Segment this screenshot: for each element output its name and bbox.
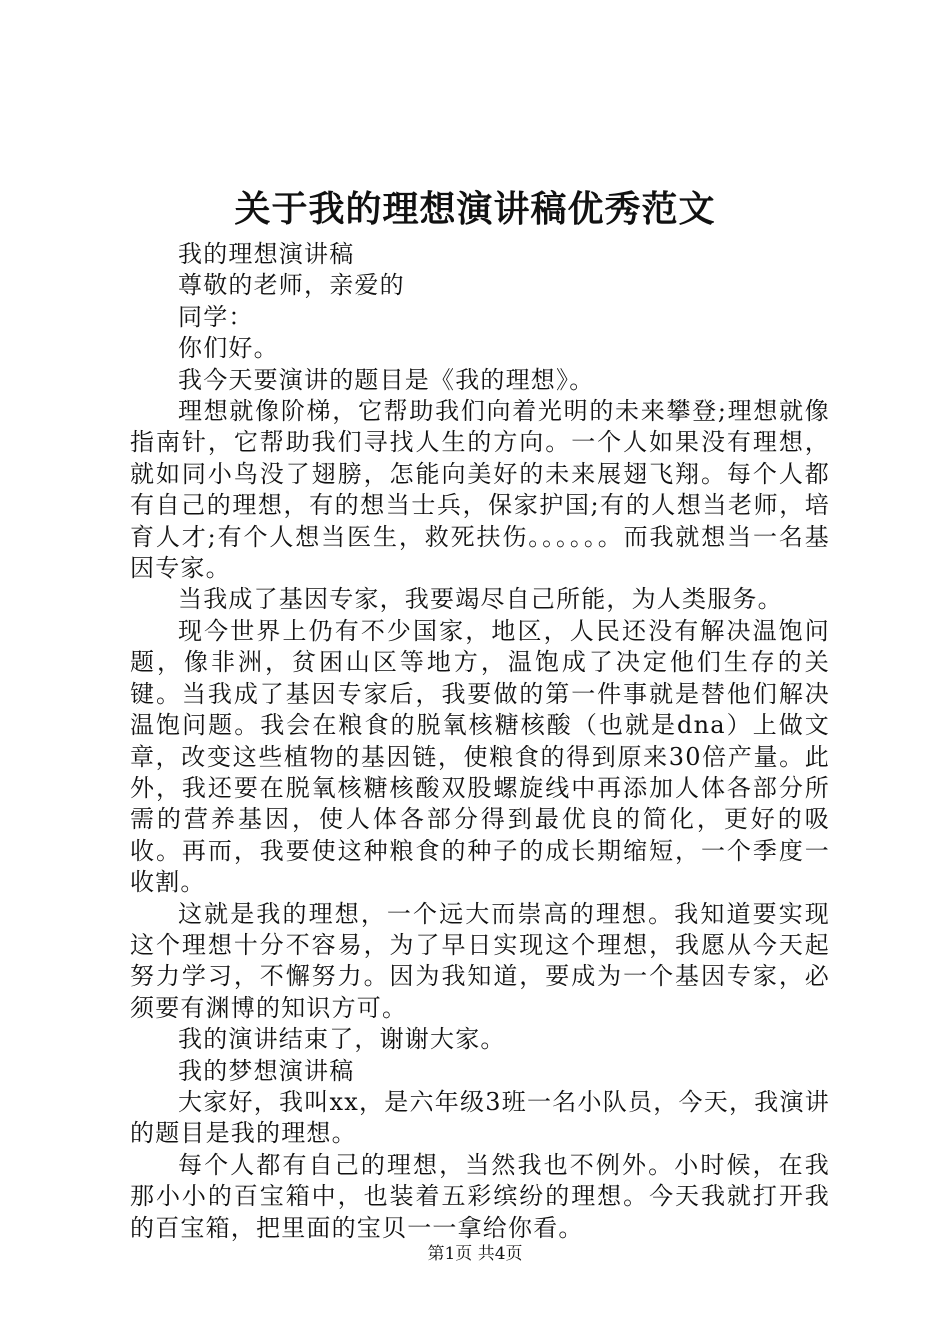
paragraph: 你们好。 (178, 334, 279, 363)
paragraph: 我的理想演讲稿 (178, 240, 355, 268)
paragraph: 现今世界上仍有不少国家，地区，人民还没有解决温饱问题，像非洲，贫困山区等地方，温饱成了决定他们生存的关键。当我成了基因专家后，我要做的第一件事就是替他们解决温饱问题。我会在粮食的脱氧核糖核酸（也就是dna）上做文章，改变这些植物的基因链，使粮食的得到原来30倍产量。此外，我还要在脱氧核糖核酸双股螺旋线中再添加人体各部分所需的营养基因，使人体各部分得到最优良的简化，更好的吸收。再而，我要使这种粮食的种子的成长期缩短，一个季度一收割。 (130, 616, 830, 897)
document-title: 关于我的理想演讲稿优秀范文 (234, 188, 716, 230)
paragraph: 大家好，我叫xx，是六年级3班一名小队员，今天，我演讲的题目是我的理想。 (130, 1087, 830, 1148)
paragraph: 理想就像阶梯，它帮助我们向着光明的未来攀登;理想就像指南针，它帮助我们寻找人生的方向。一个人如果没有理想，就如同小鸟没了翅膀，怎能向美好的未来展翅飞翔。每个人都有自己的理想，有的想当士兵，保家护国;有的人想当老师，培育人才;有个人想当医生，救死扶伤。。。。。。而我就想当一名基因专家。 (130, 397, 830, 583)
paragraph: 这就是我的理想，一个远大而崇高的理想。我知道要实现这个理想十分不容易，为了早日实现这个理想，我愿从今天起努力学习，不懈努力。因为我知道，要成为一个基因专家，必须要有渊博的知识方可。 (130, 899, 830, 1022)
paragraph: 当我成了基因专家，我要竭尽自己所能，为人类服务。 (178, 585, 783, 614)
page-footer: 第1页 共4页 (427, 1244, 523, 1264)
paragraph: 同学： (178, 302, 254, 331)
paragraph: 我今天要演讲的题目是《我的理想》。 (178, 365, 595, 394)
paragraph: 我的梦想演讲稿 (178, 1056, 355, 1085)
paragraph: 尊敬的老师，亲爱的 (178, 271, 405, 300)
document-body (130, 239, 830, 1244)
paragraph: 每个人都有自己的理想，当然我也不例外。小时候，在我那小小的百宝箱中，也装着五彩缤纷的理想。今天我就打开我的百宝箱，把里面的宝贝一一拿给你看。 (130, 1150, 830, 1242)
paragraph: 我的演讲结束了，谢谢大家。 (178, 1025, 506, 1054)
